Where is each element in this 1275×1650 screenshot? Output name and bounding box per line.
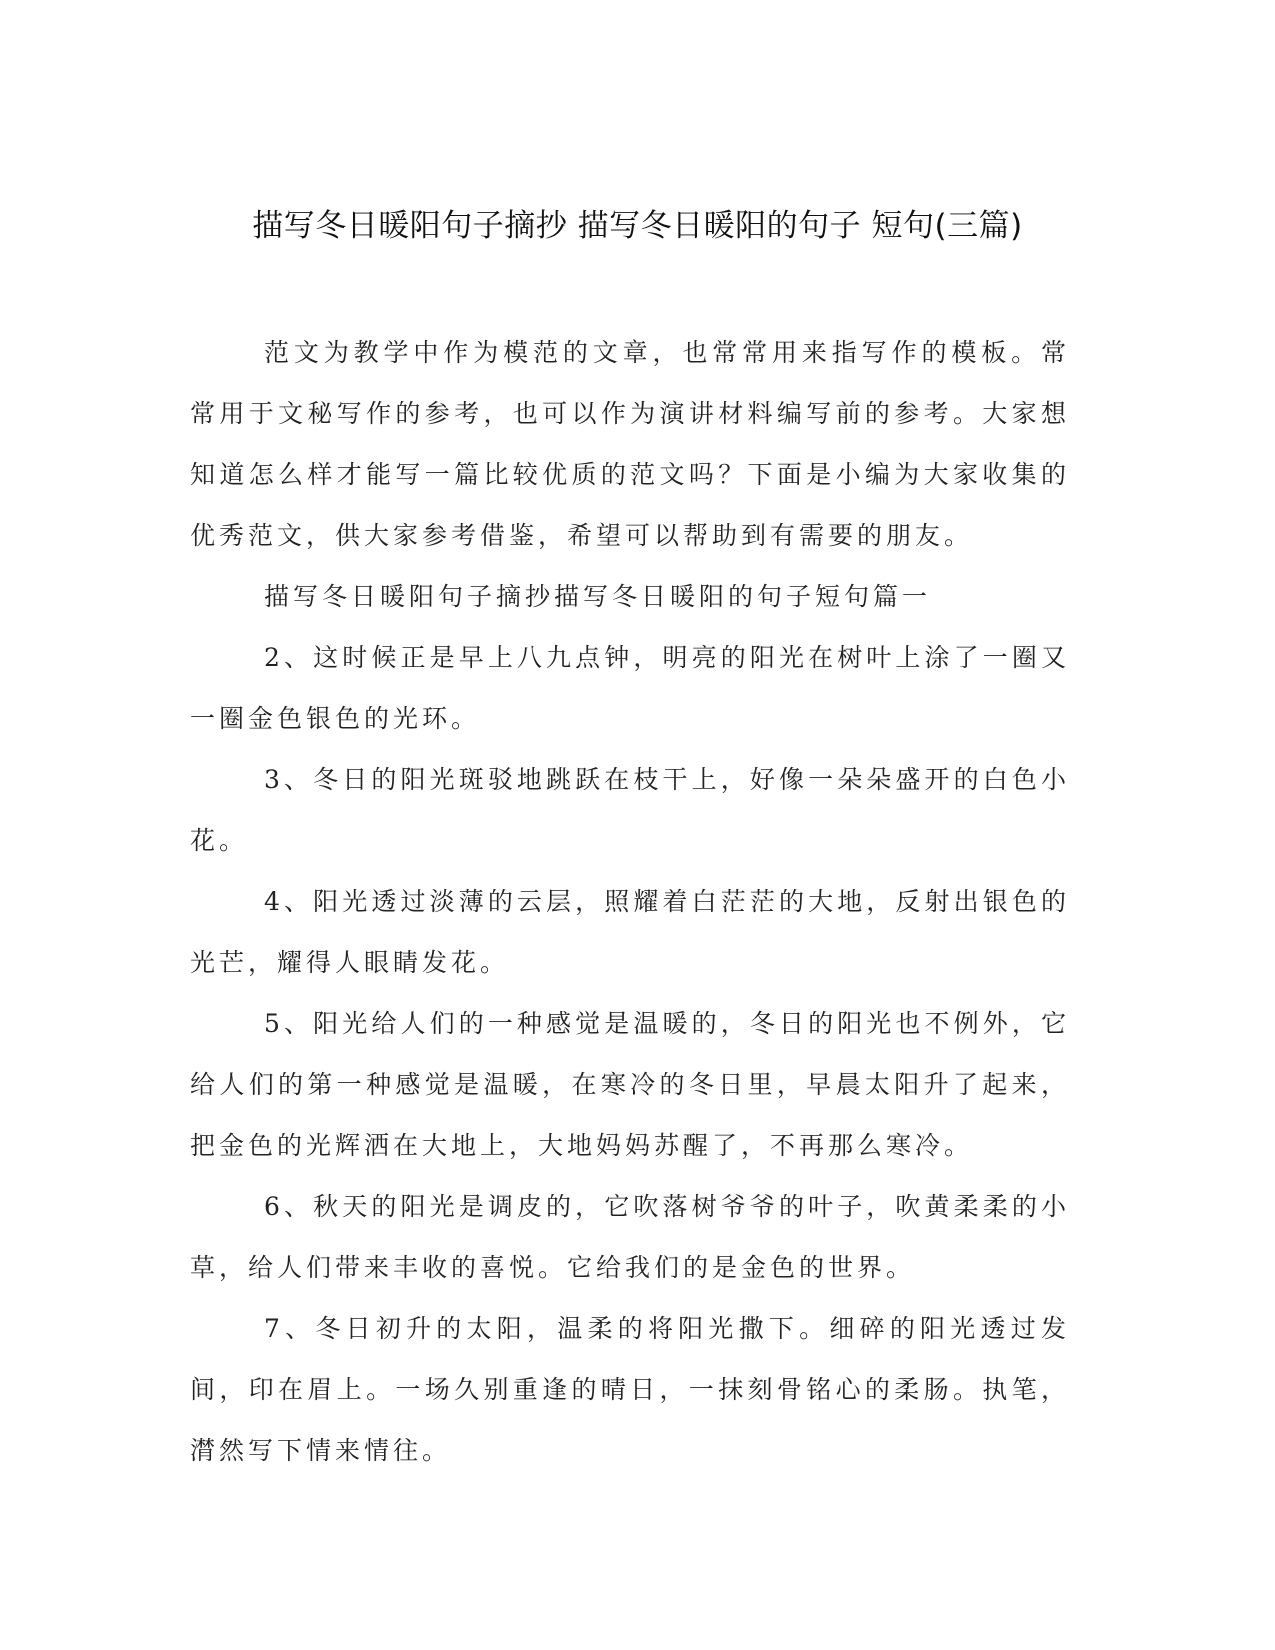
list-item: 3、冬日的阳光斑驳地跳跃在枝干上，好像一朵朵盛开的白色小花。: [190, 765, 1070, 855]
list-item: 7、冬日初升的太阳，温柔的将阳光撒下。细碎的阳光透过发间，印在眉上。一场久别重逢的晴日，一抹刻骨铭心的柔肠。执笔，潸然写下情来情往。: [190, 1314, 1070, 1465]
section-heading: 描写冬日暖阳句子摘抄描写冬日暖阳的句子短句篇一: [264, 582, 932, 611]
list-item: 4、阳光透过淡薄的云层，照耀着白茫茫的大地，反射出银色的光芒，耀得人眼睛发花。: [190, 887, 1070, 977]
document-title: 描写冬日暖阳句子摘抄 描写冬日暖阳的句子 短句(三篇): [252, 208, 1023, 244]
list-item: 6、秋天的阳光是调皮的，它吹落树爷爷的叶子，吹黄柔柔的小草，给人们带来丰收的喜悦。它给我们的是金色的世界。: [190, 1192, 1070, 1282]
list-item: 2、这时候正是早上八九点钟，明亮的阳光在树叶上涂了一圈又一圈金色银色的光环。: [190, 643, 1070, 733]
list-item: 5、阳光给人们的一种感觉是温暖的，冬日的阳光也不例外，它给人们的第一种感觉是温暖，在寒冷的冬日里，早晨太阳升了起来，把金色的光辉洒在大地上，大地妈妈苏醒了，不再那么寒冷。: [190, 1009, 1070, 1160]
paragraph-intro: 范文为教学中作为模范的文章，也常常用来指写作的模板。常常用于文秘写作的参考，也可以作为演讲材料编写前的参考。大家想知道怎么样才能写一篇比较优质的范文吗？下面是小编为大家收集的优秀范文，供大家参考借鉴，希望可以帮助到有需要的朋友。: [190, 338, 1070, 550]
document-body: [190, 322, 1070, 1481]
